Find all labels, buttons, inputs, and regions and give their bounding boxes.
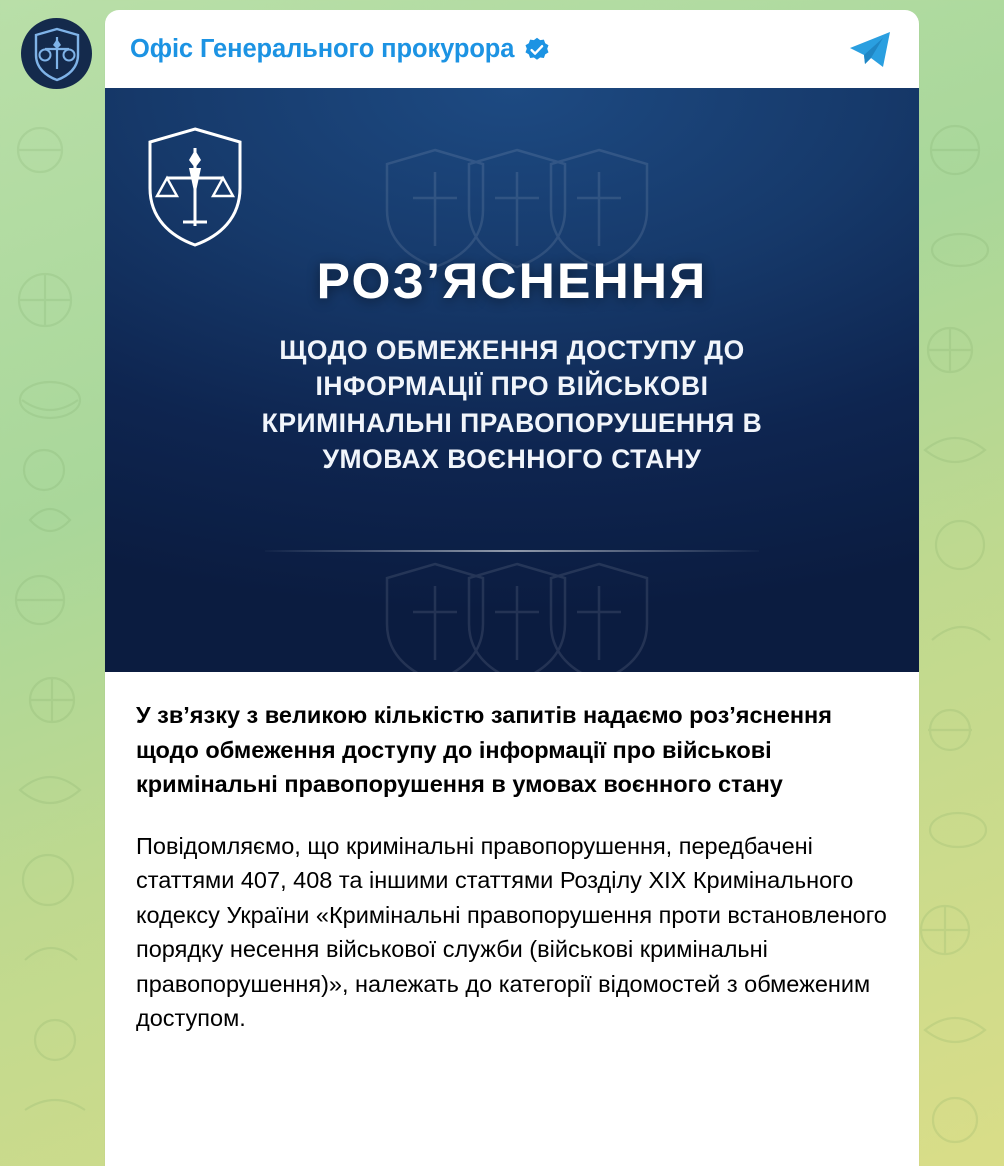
media-subtitle-line: УМОВАХ ВОЄННОГО СТАНУ xyxy=(322,443,702,474)
message-text xyxy=(105,672,919,1046)
media-subtitle-line: ЩОДО ОБМЕЖЕННЯ ДОСТУПУ ДО xyxy=(279,335,745,365)
media-subtitle xyxy=(169,332,855,477)
prosecutor-emblem-icon xyxy=(145,126,245,248)
channel-avatar[interactable] xyxy=(21,18,92,89)
verified-badge-icon xyxy=(524,37,550,63)
media-subtitle-line: КРИМІНАЛЬНІ ПРАВОПОРУШЕННЯ В xyxy=(261,407,763,438)
telegram-logo-icon[interactable] xyxy=(847,26,893,72)
message-image[interactable] xyxy=(105,88,919,672)
media-title: РОЗ’ЯСНЕННЯ xyxy=(316,253,708,309)
prosecutor-emblem-icon xyxy=(28,25,86,83)
message-lead-paragraph: У зв’язку з великою кількістю запитів надаємо роз’яснення щодо обмеження доступу до інформації про військові кримінальні правопорушення в умовах воєнного стану xyxy=(136,702,832,798)
channel-name[interactable]: Офіс Генерального прокурора xyxy=(130,34,515,63)
media-divider xyxy=(265,550,759,552)
message-bubble[interactable] xyxy=(105,10,919,1166)
message-header xyxy=(105,10,919,88)
message-body-paragraph: Повідомляємо, що кримінальні правопорушення, передбачені статтями 407, 408 та іншими статтями Розділу XIX Кримінального кодексу України «Кримінальні правопорушення проти встановленого порядку несення військової служби (військові кримінальні правопорушення)», належать до категорії відомостей з обмеженим доступом. xyxy=(136,832,887,1032)
media-subtitle-line: ІНФОРМАЦІЇ ПРО ВІЙСЬКОВІ xyxy=(315,371,709,402)
